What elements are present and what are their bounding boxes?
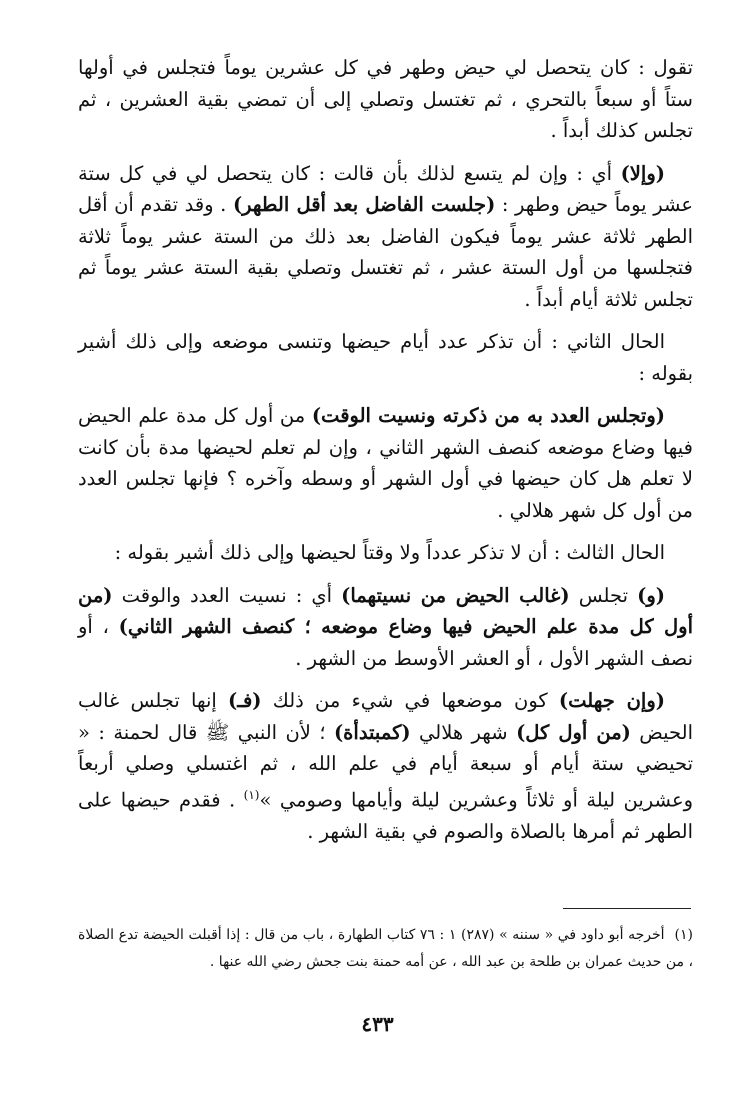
paragraph-6 [78,580,693,675]
commentary-text: ؛ لأن النبي ﷺ قال لحمنة : « تحيضي ستة أيام أو سبعة أيام في علم الله ، ثم اغتسلي وصلي أربعاً وعشرين ليلة أو ثلاثاً وعشرين ليلة وأيامها وصومي » [78,720,694,811]
matn-quote: (و) [637,583,665,607]
matn-quote: (غالب الحيض من نسيتهما) [341,583,570,607]
paragraph-3 [78,326,693,389]
commentary-text: إنها تجلس غالب الحيض [78,689,694,744]
commentary-text: أي : نسيت العدد والوقت [112,583,342,607]
paragraph-1 [78,52,693,147]
matn-quote: (من أول كل) [516,720,631,744]
matn-quote: (جلست الفاضل بعد أقل الطهر) [232,193,496,216]
matn-quote: (فـ) [228,689,262,712]
matn-quote: (وإن جهلت) [558,689,665,712]
paragraph-1-text: تقول : كان يتحصل لي حيض وطهر في كل عشرين يوماً فتجلس في أولها ستاً أو سبعاً بالتحري ، ثم تغتسل وتصلي إلى أن تمضي بقية العشرين ، ثم تجلس كذلك أبداً . [78,56,693,142]
commentary-text: تجلس [569,583,638,607]
paragraph-5-text: الحال الثالث : أن لا تذكر عدداً ولا وقتاً لحيضها وإلى ذلك أشير بقوله : [114,541,665,564]
commentary-text: كون موضعها في شيء من ذلك [261,689,559,712]
paragraph-7 [78,685,693,847]
footnote-divider [563,908,691,909]
matn-quote: (وتجلس العدد به من ذكرته ونسيت الوقت) [311,404,665,427]
commentary-text: شهر هلالي [410,720,517,744]
commentary-text: . فقدم حيضها على الطهر ثم أمرها بالصلاة والصوم في بقية الشهر . [78,788,693,843]
paragraph-3-text: الحال الثاني : أن تذكر عدد أيام حيضها وتنسى موضعه وإلى ذلك أشير بقوله : [78,330,693,385]
commentary-text: ، أو نصف الشهر الأول ، أو العشر الأوسط من الشهر . [78,615,693,670]
footnote-marker: (١) [243,787,260,802]
paragraph-2 [78,158,693,316]
matn-quote: (كمبتدأة) [333,720,411,744]
footnote-number: (١) [674,927,693,943]
page-number: ٤٣٣ [361,1012,394,1036]
paragraph-5 [78,537,693,569]
footnote [78,922,693,976]
main-text [78,52,693,858]
paragraph-4 [78,400,693,526]
commentary-text: . وقد تقدم أن أقل الطهر ثلاثة عشر يوماً فيكون الفاضل بعد ذلك من الستة عشر يوماً ثلاثة فتجلسها من أول الستة عشر ، ثم تغتسل وتصلي بقية الستة عشر يوماً ثم تجلس ثلاثة أيام أبداً . [78,193,693,311]
matn-quote: (من أول كل مدة علم الحيض فيها وضاع موضعه ؛ كنصف الشهر الثاني) [78,583,693,638]
footnote-text: أخرجه أبو داود في « سننه » (٢٨٧) ١ : ٧٦ كتاب الطهارة ، باب من قال : إذا أقبلت الحيضة تدع الصلاة ، من حديث عمران بن طلحة بن عبد الله ، عن أمه حمنة بنت جحش رضي الله عنها . [78,927,693,970]
commentary-text: من أول كل مدة علم الحيض فيها وضاع موضعه كنصف الشهر الثاني ، وإن لم تعلم لحيضها مدة بأن كانت لا تعلم هل كان حيضها في أول الشهر أو وسطه وآخره ؟ فإنها تجلس العدد من أول كل شهر هلالي . [78,404,693,522]
matn-quote: (وإلا) [620,161,665,185]
commentary-text: أي : وإن لم يتسع لذلك بأن قالت : كان يتحصل لي في كل ستة عشر يوماً حيض وطهر : [78,161,693,216]
